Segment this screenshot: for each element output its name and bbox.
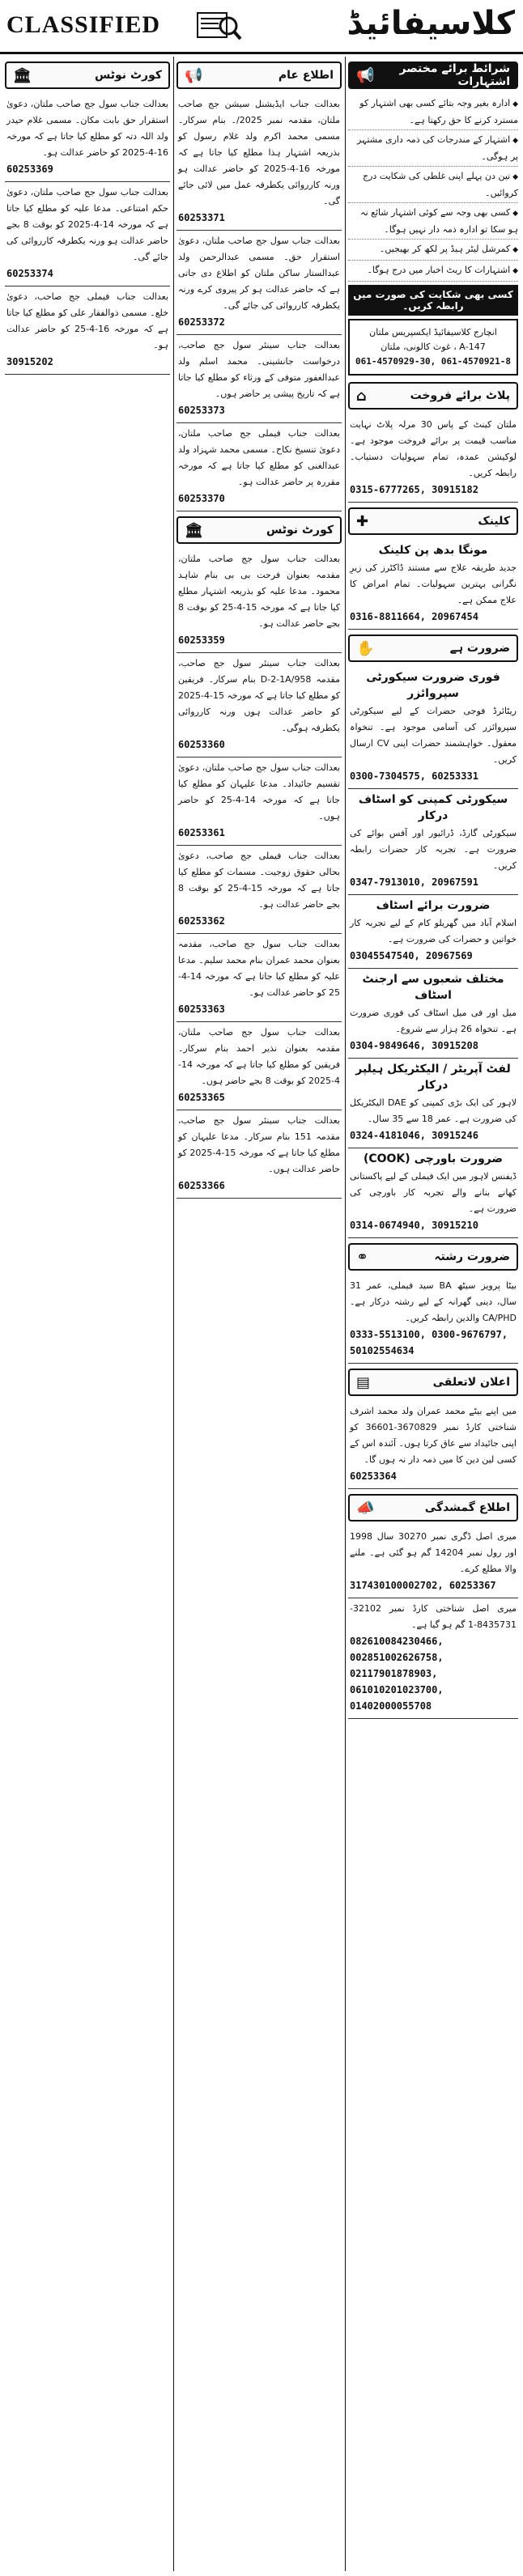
- house-icon: ⌂: [356, 387, 367, 405]
- list-item: [176, 1110, 342, 1199]
- rules-list: [348, 94, 518, 282]
- classified-title-ur: کلاسیفائیڈ: [347, 5, 515, 42]
- ad-ref: 60253360: [178, 739, 225, 750]
- court-notice-head: [5, 62, 170, 89]
- ad-ref: 60253366: [178, 1180, 225, 1191]
- rishta-head-label: ضرورت رشتہ: [434, 1250, 510, 1263]
- list-item: ◆ تین دن پہلے اپنی غلطی کی شکایت درج کروائیں۔: [348, 167, 518, 203]
- office-phones: 061-4570929-30, 061-4570921-8: [355, 356, 512, 367]
- list-item: ◆ اشتہارات کا ریٹ اخبار میں درج ہوگا۔: [348, 261, 518, 282]
- list-item: [348, 667, 518, 789]
- column-divider: [173, 57, 174, 2571]
- ad-phone: 0347-7913010, 20967591: [350, 876, 478, 888]
- column-divider: [345, 57, 346, 2571]
- ad-ref: 60253362: [178, 915, 225, 927]
- ad-ref: 60253374: [6, 268, 53, 279]
- office-contact: [348, 319, 518, 376]
- ad-ref: 60253365: [178, 1092, 225, 1103]
- ad-text: بعدالت جناب ایڈیشنل سیشن جج صاحب ملتان، مقدمہ نمبر 2025/۔ بنام سرکار۔ مسمی محمد اکرم ولد غلام رسول کو بذریعہ اشتہار ہذا مطلع کیا جاتا ہے کہ مورخہ 16-4-2025 کو حاضر عدالت ہو ورنہ کارروائی یکطرفہ عمل میں لائی جائے گی۔: [178, 99, 341, 206]
- ad-phone: 0300-7304575, 60253331: [350, 770, 478, 782]
- ad-ref: 60253370: [178, 493, 225, 504]
- list-item: [176, 94, 342, 231]
- ad-text: بعدالت جناب سول جج صاحب ملتان، دعویٰ حکم امتناعی۔ مدعا علیہ کو مطلع کیا جاتا ہے کہ مورخہ 14-4-2025 کو بوقت 8 بجے حاضر عدالت ہو ورنہ یکطرفہ کارروائی کی جائے گی۔: [6, 187, 168, 262]
- ad-text: بعدالت جناب فیملی جج صاحب، دعویٰ خلع۔ مسمی ذوالفقار علی کو مطلع کیا جاتا ہے کہ مورخہ 16-4-25 کو حاضر عدالت ہو۔: [6, 291, 168, 350]
- list-item: [348, 1401, 518, 1489]
- ad-ref: 60253364: [350, 1470, 397, 1482]
- list-item: [348, 1275, 518, 1364]
- ad-text: بعدالت جناب سول جج صاحب ملتان، دعویٰ تقسیم جائیداد۔ مدعا علیہان کو مطلع کیا جاتا ہے کہ مورخہ 14-4-25 کو حاضر ہوں۔: [178, 762, 340, 821]
- ad-text: بعدالت جناب سول جج صاحب ملتان، مقدمہ بعنوان نذیر احمد بنام سرکار۔ فریقین کو مطلع کیا جاتا ہے کہ مورخہ 14-4-2025 کو بوقت 8 بجے حاضر ہوں۔: [178, 1027, 340, 1086]
- ad-text: بعدالت جناب فیملی جج صاحب ملتان، دعویٰ تنسیخ نکاح۔ مسمی محمد شہزاد ولد عبدالغنی کو مطلع کیا جاتا ہے کہ مورخہ مقررہ پر حاضر عدالت ہو۔: [178, 428, 340, 487]
- rates-head-label: شرائط برائے مختصر اشتہارات: [399, 62, 510, 88]
- ad-text: جدید طریقہ علاج سے مستند ڈاکٹرز کی زیرِ نگرانی بہترین سہولیات۔ تمام امراض کا علاج ممکن ہے۔: [350, 562, 517, 605]
- ad-text: بعدالت جناب سول جج صاحب ملتان، مقدمہ بعنوان فرحت بی بی بنام شاہد محمود۔ مدعا علیہ کو بذریعہ اشتہار مطلع کیا جاتا ہے کہ مورخہ 15-4-25 کو بوقت 8 بجے حاضر عدالت ہو۔: [178, 554, 340, 629]
- ad-phone: 0314-0674940, 30915210: [350, 1220, 478, 1231]
- list-item: [348, 1598, 518, 1719]
- ad-phone: 0304-9849646, 30915208: [350, 1040, 478, 1051]
- megaphone-icon: 📢: [185, 66, 203, 84]
- ad-text: میری اصل ڈگری نمبر 30270 سال 1998 اور رول نمبر 14204 گم ہو گئی ہے۔ ملنے والا مطلع کرے۔: [350, 1531, 517, 1574]
- ad-title: سیکورٹی کمپنی کو اسٹاف درکار: [358, 793, 508, 822]
- right-column: [348, 57, 518, 2571]
- general-notice-head: [176, 62, 342, 89]
- ad-text: بعدالت جناب سول جج صاحب، مقدمہ بعنوان محمد عمران بنام محمد سلیم۔ مدعا علیہ کو مطلع کیا جاتا ہے کہ مورخہ 14-4-25 کو حاضر عدالت ہو۔: [178, 939, 340, 998]
- ad-phone: 0324-4181046, 30915246: [350, 1130, 478, 1141]
- ad-text: میں اپنے بیٹے محمد عمران ولد محمد اشرف شناختی کارڈ نمبر 3670829-36601 کو اپنی جائیداد سے عاق کرتا ہوں۔ آئندہ اس کے کسی لین دین کا میں ذمہ دار نہ ہوں گا۔: [350, 1406, 517, 1465]
- ad-ref: 082610084230466, 002851002626758, 02117901878903, 061010201023700, 01402000055708: [350, 1636, 444, 1712]
- complaint-note: کسی بھی شکایت کی صورت میں رابطہ کریں۔: [348, 285, 518, 316]
- ad-ref: 60253373: [178, 405, 225, 416]
- court-head-label: کورٹ نوٹس: [94, 69, 162, 82]
- courthouse-icon: 🏛: [13, 66, 32, 84]
- ad-text: اسلام آباد میں گھریلو کام کے لیے تجربہ کار خواتین و حضرات کی ضرورت ہے۔: [350, 918, 517, 944]
- list-item: [176, 335, 342, 423]
- office-name: انچارج کلاسیفائیڈ ایکسپریس ملتان: [369, 327, 497, 337]
- rates-section-head: [348, 62, 518, 89]
- list-item: ◆ اشتہار کے مندرجات کی ذمہ داری مشتہر پر ہوگی۔: [348, 130, 518, 167]
- clinic-head-label: کلینک: [478, 515, 510, 528]
- ad-text: ڈیفنس لاہور میں ایک فیملی کے لیے پاکستانی کھانے بنانے والے تجربہ کار باورچی کی ضرورت ہے۔: [350, 1171, 517, 1214]
- general-head-label: اطلاع عام: [278, 69, 334, 82]
- ad-text: بعدالت جناب سول جج صاحب ملتان، دعویٰ استقرار حق۔ مسمی عبدالرحمن ولد عبدالستار ساکن ملتان کو اطلاع دی جاتی ہے کہ حاضر عدالت ہو کر پیروی کرے ورنہ یکطرفہ کارروائی کی جائے گی۔: [178, 236, 340, 311]
- list-item: [348, 414, 518, 503]
- list-item: ◆ کسی بھی وجہ سے کوئی اشتہار شائع نہ ہو سکا تو ادارہ ذمہ دار نہیں ہوگا۔: [348, 203, 518, 240]
- left-column: [5, 57, 170, 2571]
- ad-text: بعدالت جناب سینئر سول جج صاحب، مقدمہ 151 بنام سرکار۔ مدعا علیہان کو مطلع کیا جاتا ہے کہ مورخہ 15-4-2025 کو حاضر عدالت ہوں۔: [178, 1115, 340, 1174]
- list-item: [348, 1148, 518, 1238]
- masthead: [0, 0, 523, 54]
- ad-text: سیکورٹی گارڈ، ڈرائیور اور آفس بوائے کی ضرورت ہے۔ تجربہ کار حضرات رابطہ کریں۔: [350, 828, 517, 871]
- list-item: ◆ ادارہ بغیر وجہ بتائے کسی بھی اشتہار کو مسترد کرنے کا حق رکھتا ہے۔: [348, 94, 518, 130]
- ad-text: ریٹائرڈ فوجی حضرات کے لیے سیکورٹی سپروائزر کی آسامی موجود ہے۔ تنخواہ معقول۔ خواہشمند حضرات اپنی CV ارسال کریں۔: [350, 706, 517, 765]
- public-head-label: اعلان لاتعلقی: [432, 1376, 510, 1389]
- list-item: [176, 1022, 342, 1110]
- ad-ref: 317430100002702, 60253367: [350, 1580, 496, 1591]
- ad-title: ضرورت باورچی (COOK): [363, 1152, 504, 1165]
- ad-phone: 0333-5513100, 0300-9676797, 50102554634: [350, 1329, 508, 1356]
- ad-ref: 60253359: [178, 634, 225, 646]
- megaphone-icon: 📢: [356, 66, 375, 84]
- ad-ref: 60253363: [178, 1004, 225, 1015]
- list-item: [348, 1059, 518, 1148]
- court-head-label: کورٹ نوٹس: [266, 524, 334, 537]
- list-item: [176, 549, 342, 653]
- ad-title: لفٹ آپریٹر / الیکٹریکل ہیلپر درکار: [355, 1063, 511, 1092]
- lost-section-head: [348, 1494, 518, 1521]
- courthouse-icon: 🏛: [185, 521, 203, 539]
- ad-text: میل اور فی میل اسٹاف کی فوری ضرورت ہے۔ تنخواہ 26 ہزار سے شروع۔: [350, 1008, 517, 1034]
- plots-section-head: [348, 382, 518, 410]
- loudspeaker-icon: 📣: [356, 1499, 375, 1517]
- ad-text: بعدالت جناب فیملی جج صاحب، دعویٰ بحالی حقوق زوجیت۔ مسمات کو مطلع کیا جاتا ہے کہ مورخہ 15-4-25 کو بوقت 8 بجے حاضر عدالت ہو۔: [178, 851, 340, 910]
- ad-text: لاہور کی ایک بڑی کمپنی کو DAE الیکٹریکل کی ضرورت ہے۔ عمر 18 سے 35 سال۔: [350, 1097, 517, 1124]
- ad-phone: 03045547540, 20967569: [350, 950, 473, 961]
- ad-phone: 0315-6777265, 30915182: [350, 484, 478, 495]
- ad-ref: 60253361: [178, 827, 225, 838]
- list-item: [348, 895, 518, 969]
- ad-ref: 30915202: [6, 356, 53, 367]
- ad-text: ملتان کینٹ کے پاس 30 مرلہ پلاٹ نہایت مناسب قیمت پر برائے فروخت موجود ہے۔ لوکیشن عمدہ، تمام سہولیات دستیاب۔ رابطہ کریں۔: [350, 419, 517, 478]
- list-item: [348, 1526, 518, 1598]
- document-icon: ▤: [356, 1373, 371, 1391]
- list-item: [348, 540, 518, 630]
- list-item: [5, 182, 170, 286]
- ad-text: بعدالت جناب سینئر سول جج صاحب، درخواست جانشینی۔ محمد اسلم ولد عبدالغفور متوفی کے ورثاء کو مطلع کیا جاتا ہے کہ تاریخ پیشی پر حاضر ہوں۔: [178, 340, 340, 399]
- ad-ref: 60253371: [178, 212, 225, 223]
- lost-head-label: اطلاع گمشدگی: [424, 1501, 510, 1514]
- ad-ref: 60253372: [178, 316, 225, 328]
- ad-title: مختلف شعبوں سے ارجنٹ اسٹاف: [362, 973, 504, 1002]
- office-address: 147-A ، غوث کالونی، ملتان: [381, 342, 486, 352]
- handshake-icon: ✋: [356, 639, 375, 657]
- ad-ref: 60253369: [6, 163, 53, 175]
- ad-text: بعدالت جناب سینئر سول جج صاحب، مقدمہ 958/D-2-1A بنام سرکار۔ فریقین کو مطلع کیا جاتا ہے کہ مورخہ 15-4-2025 کو حاضر عدالت ہوں ورنہ کارروائی یکطرفہ ہوگی۔: [178, 658, 340, 733]
- plots-head-label: پلاٹ برائے فروخت: [410, 389, 510, 402]
- list-item: [176, 231, 342, 335]
- ad-phone: 0316-8811664, 20967454: [350, 611, 478, 622]
- clinic-section-head: [348, 507, 518, 535]
- classified-title-en: CLASSIFIED: [6, 11, 161, 38]
- ad-text: بعدالت جناب سول جج صاحب ملتان، دعویٰ استقرار حق بابت مکان۔ مسمی غلام حیدر ولد اللہ دتہ کو مطلع کیا جاتا ہے کہ مورخہ 16-4-2025 کو حاضر عدالت ہو۔: [6, 99, 168, 158]
- list-item: [5, 94, 170, 182]
- middle-column: [176, 57, 342, 2571]
- ad-title: فوری ضرورت سیکورٹی سپروائزر: [366, 671, 500, 700]
- ad-title: ضرورت برائے اسٹاف: [376, 899, 491, 912]
- list-item: ◆ کمرشل لیٹر ہیڈ پر لکھ کر بھیجیں۔: [348, 240, 518, 261]
- newspaper-magnifier-icon: [194, 6, 243, 45]
- list-item: [176, 653, 342, 758]
- medical-cross-icon: ✚: [356, 512, 369, 530]
- list-item: [176, 846, 342, 934]
- rings-icon: ⚭: [356, 1248, 369, 1266]
- court-notice-head: [176, 516, 342, 544]
- list-item: [176, 423, 342, 511]
- list-item: [348, 969, 518, 1059]
- need-section-head: [348, 634, 518, 662]
- rishta-section-head: [348, 1243, 518, 1271]
- ad-title: مونگا بدھ پن کلینک: [378, 544, 488, 557]
- ad-text: بیٹا پرویز سیٹھ BA سید فیملی، عمر 31 سال، دینی گھرانہ کے لیے رشتہ درکار ہے۔ CA/PHD والدین رابطہ کریں۔: [350, 1280, 517, 1323]
- ad-text: میری اصل شناختی کارڈ نمبر 32102-8435731-1 گم ہو گیا ہے۔: [350, 1603, 517, 1630]
- public-notice-section-head: [348, 1369, 518, 1396]
- list-item: [5, 286, 170, 375]
- need-head-label: ضرورت ہے: [449, 642, 510, 655]
- list-item: [176, 758, 342, 846]
- list-item: [348, 789, 518, 895]
- list-item: [176, 934, 342, 1022]
